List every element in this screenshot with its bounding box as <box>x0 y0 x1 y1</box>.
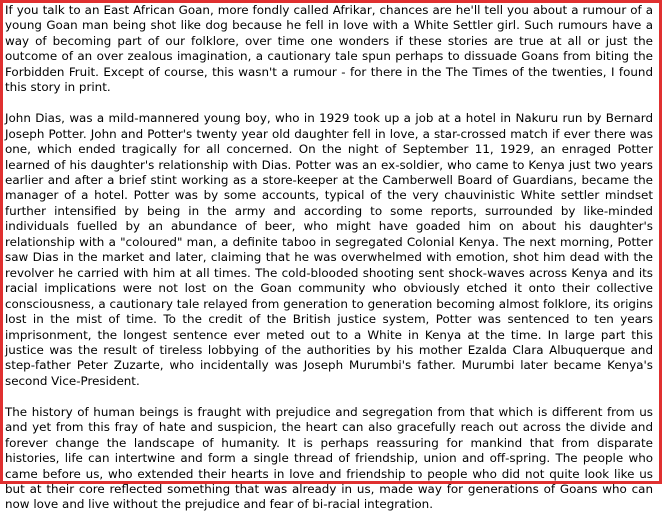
article-body <box>5 3 653 512</box>
paragraph-reflection: The history of human beings is fraught with prejudice and segregation from that which is different from us and yet from this fray of hate and suspicion, the heart can also gracefully reach out across the divide and forever change the landscape of humanity. It is perhaps reassuring for mankind that from disparate histories, life can intertwine and form a single thread of friendship, union and off-spring. The people who came before us, who extended their hearts in love and friendship to people who did not quite look like us but at their core reflected something that was already in us, made way for generations of Goans who can now love and live without the prejudice and fear of bi-racial integration. <box>5 404 653 512</box>
paragraph-intro: If you talk to an East African Goan, more fondly called Afrikar, chances are he'll tell you about a rumour of a young Goan man being shot like dog because he fell in love with a White Settler girl. Such rumours have a way of becoming part of our folklore, over time one wonders if these stories are true at all or just the outcome of an over zealous imagination, a cautionary tale spun perhaps to dissuade Goans from biting the Forbidden Fruit. Except of course, this wasn't a rumour - for there in the The Times of the twenties, I found this story in print. <box>5 3 653 95</box>
paragraph-story: John Dias, was a mild-mannered young boy, who in 1929 took up a job at a hotel in Nakuru run by Bernard Joseph Potter. John and Potter's twenty year old daughter fell in love, a star-crossed match if ever there was one, which ended tragically for all concerned. On the night of September 11, 1929, an enraged Potter learned of his daughter's relationship with Dias. Potter was an ex-soldier, who came to Kenya just two years earlier and after a brief stint working as a store-keeper at the Camberwell Board of Guardians, became the manager of a hotel. Potter was by some accounts, typical of the very chauvinistic White settler mindset further intensified by being in the army and according to some reports, surrounded by like-minded individuals fuelled by an abundance of beer, who might have goaded him on about his daughter's relationship with a "coloured" man, a definite taboo in segregated Colonial Kenya. The next morning, Potter saw Dias in the market and later, claiming that he was overwhelmed with emotion, shot him dead with the revolver he carried with him at all times. The cold-blooded shooting sent shock-waves across Kenya and its racial implications were not lost on the Goan community who obviously etched it onto their collective consciousness, a cautionary tale relayed from generation to generation becoming almost folklore, its origins lost in the mist of time. To the credit of the British justice system, Potter was sentenced to ten years imprisonment, the longest sentence ever meted out to a White in Kenya at the time. In large part this justice was the result of tireless lobbying of the authorities by his mother Ezalda Clara Albuquerque and step-father Peter Zuzarte, who incidentally was Joseph Murumbi's father. Murumbi later became Kenya's second Vice-President. <box>5 111 653 388</box>
